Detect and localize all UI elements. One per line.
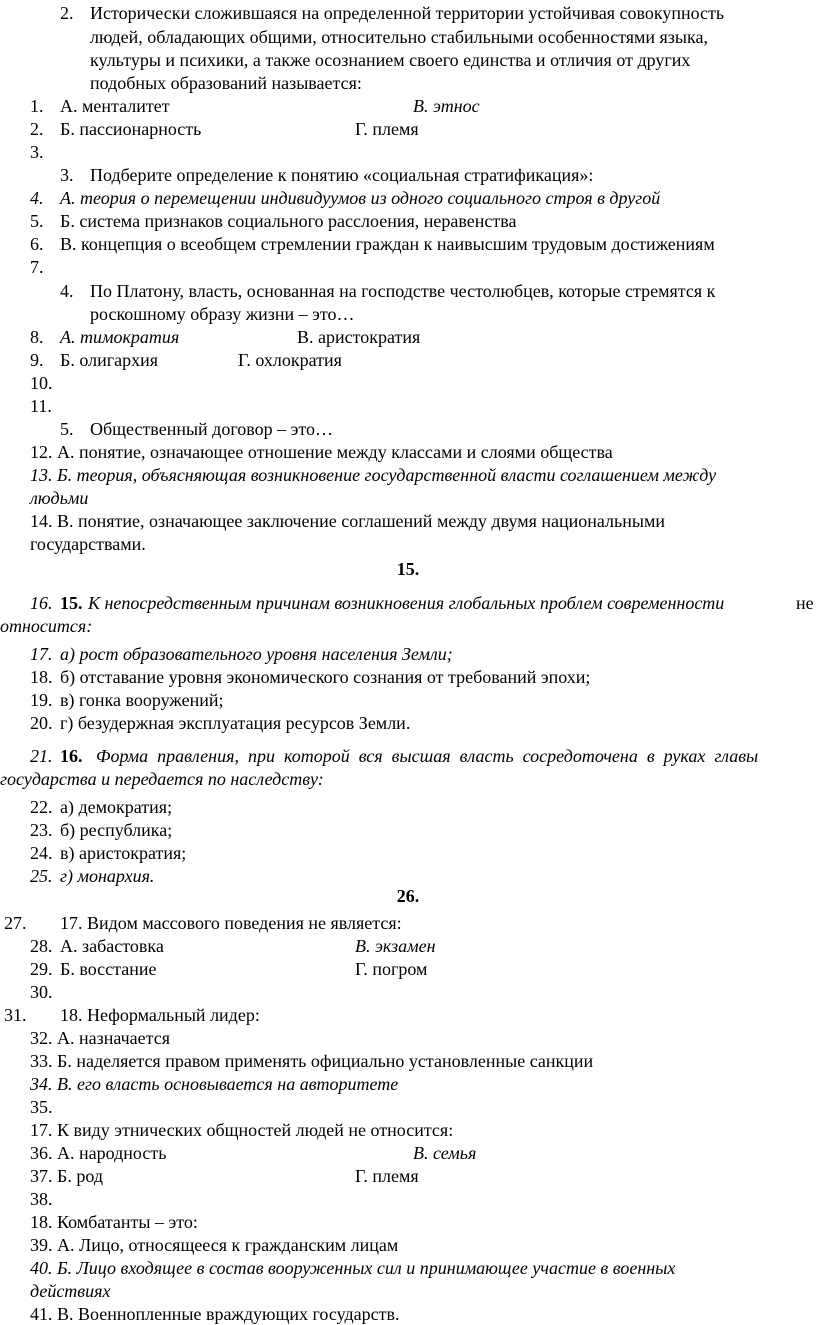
section-heading: 15. xyxy=(396,559,420,579)
answer-option: В. концепция о всеобщем стремлении граждан к наивысшим трудовым достижениям xyxy=(60,234,715,254)
list-number: 4. xyxy=(30,188,44,208)
answer-option: В. экзамен xyxy=(355,936,436,956)
question-text: 18. Неформальный лидер: xyxy=(60,1005,260,1025)
question-number: 5. xyxy=(60,419,74,439)
list-number: 19. xyxy=(30,690,53,710)
question-number: 2. xyxy=(60,3,74,23)
answer-option: А. тимократия xyxy=(60,327,180,347)
question-text-line: К непосредственным причинам возникновения глобальных проблем современности xyxy=(88,593,725,613)
answer-option: б) отставание уровня экономического сознания от требований эпохи; xyxy=(60,667,591,687)
question-text: Общественный договор – это… xyxy=(90,419,334,439)
answer-option: б) республика; xyxy=(60,820,173,840)
question-text: Подберите определение к понятию «социальная стратификация»: xyxy=(90,165,594,185)
list-number: 24. xyxy=(30,843,53,863)
list-number: 31. xyxy=(4,1005,27,1025)
answer-option: А. менталитет xyxy=(60,96,170,116)
answer-option: А. теория о перемещении индивидуумов из одного социального строя в другой xyxy=(60,188,661,208)
answer-option: г) монархия. xyxy=(60,866,155,886)
answer-option: 33. Б. наделяется правом применять официально установленные санкции xyxy=(30,1051,594,1071)
answer-option: 12. А. понятие, означающее отношение между классами и слоями общества xyxy=(30,442,613,462)
list-number: 6. xyxy=(30,234,44,254)
answer-option: 37. Б. род xyxy=(30,1166,103,1186)
question-number: 4. xyxy=(60,281,74,301)
question-text: 17. К виду этнических общностей людей не относится: xyxy=(30,1120,454,1140)
question-text: 17. Видом массового поведения не является: xyxy=(60,913,402,933)
answer-option: В. семья xyxy=(413,1143,477,1163)
answer-option: 32. А. назначается xyxy=(30,1028,171,1048)
list-number: 11. xyxy=(30,396,52,416)
list-number: 35. xyxy=(30,1097,53,1117)
list-number: 27. xyxy=(4,913,27,933)
list-number: 9. xyxy=(30,350,44,370)
question-number: 15. xyxy=(60,593,83,613)
list-number: 16. xyxy=(30,593,53,613)
answer-option: в) гонка вооружений; xyxy=(60,690,224,710)
list-number: 30. xyxy=(30,982,53,1002)
list-number: 38. xyxy=(30,1189,53,1209)
answer-option: Б. олигархия xyxy=(60,350,158,370)
answer-option: 14. В. понятие, означающее заключение соглашений между двумя национальными xyxy=(30,511,666,531)
answer-option: Г. племя xyxy=(355,1166,419,1186)
answer-option: 39. А. Лицо, относящееся к гражданским лицам xyxy=(30,1235,399,1255)
question-text: 18. Комбатанты – это: xyxy=(30,1212,198,1232)
list-number: 18. xyxy=(30,667,53,687)
answer-option-continued: государствами. xyxy=(30,534,146,554)
question-text-line: людей, обладающих общими, относительно стабильными особенностями языка, xyxy=(90,27,708,47)
answer-option: 34. В. его власть основывается на авторитете xyxy=(30,1074,399,1094)
list-number: 20. xyxy=(30,713,53,733)
answer-option: 36. А. народность xyxy=(30,1143,167,1163)
answer-option: Г. погром xyxy=(355,959,428,979)
answer-option-continued: действиях xyxy=(30,1281,111,1301)
answer-option: Б. пассионарность xyxy=(60,119,202,139)
answer-option-continued: людьми xyxy=(30,488,89,508)
question-number: 16. xyxy=(60,746,83,766)
answer-option: в) аристократия; xyxy=(60,843,187,863)
list-number: 21. xyxy=(30,746,53,766)
question-text-line: По Платону, власть, основанная на господстве честолюбцев, которые стремятся к xyxy=(90,281,716,301)
list-number: 5. xyxy=(30,211,44,231)
answer-option: Г. охлократия xyxy=(238,350,342,370)
list-number: 1. xyxy=(30,96,44,116)
list-number: 23. xyxy=(30,820,53,840)
question-text-line: роскошному образу жизни – это… xyxy=(90,304,355,324)
list-number: 25. xyxy=(30,866,53,886)
answer-option: В. этнос xyxy=(413,96,480,116)
answer-option: г) безудержная эксплуатация ресурсов Земли. xyxy=(60,713,411,733)
list-number: 29. xyxy=(30,959,53,979)
list-number: 7. xyxy=(30,257,44,277)
answer-option: Б. восстание xyxy=(60,959,157,979)
question-text-line: Исторически сложившаяся на определенной территории устойчивая совокупность xyxy=(90,3,725,23)
answer-option: 41. В. Военнопленные враждующих государств. xyxy=(30,1304,400,1324)
question-text-line: относится: xyxy=(0,616,93,636)
list-number: 8. xyxy=(30,327,44,347)
section-heading: 26. xyxy=(396,886,420,906)
answer-option: а) демократия; xyxy=(60,797,173,817)
question-text-line: подобных образований называется: xyxy=(90,73,362,93)
answer-option: 13. Б. теория, объясняющая возникновение государственной власти соглашением между xyxy=(30,465,717,485)
question-text-line: государства и передается по наследству: xyxy=(0,769,324,789)
list-number: 22. xyxy=(30,797,53,817)
answer-option: А. забастовка xyxy=(60,936,164,956)
question-number: 3. xyxy=(60,165,74,185)
list-number: 10. xyxy=(30,373,53,393)
list-number: 17. xyxy=(30,644,53,664)
answer-option: 40. Б. Лицо входящее в состав вооруженных сил и принимающее участие в военных xyxy=(30,1258,676,1278)
question-text-line: Форма правления, при которой вся высшая власть сосредоточена в руках главы xyxy=(96,746,759,766)
question-text-line: культуры и психики, а также осознанием своего единства и отличия от других xyxy=(90,50,691,70)
list-number: 3. xyxy=(30,142,44,162)
answer-option: В. аристократия xyxy=(297,327,421,347)
answer-option: Б. система признаков социального расслоения, неравенства xyxy=(60,211,517,231)
answer-option: а) рост образовательного уровня населения Земли; xyxy=(60,644,453,664)
list-number: 2. xyxy=(30,119,44,139)
answer-option: Г. племя xyxy=(355,119,419,139)
list-number: 28. xyxy=(30,936,53,956)
question-text-emphasis: не xyxy=(796,593,814,613)
